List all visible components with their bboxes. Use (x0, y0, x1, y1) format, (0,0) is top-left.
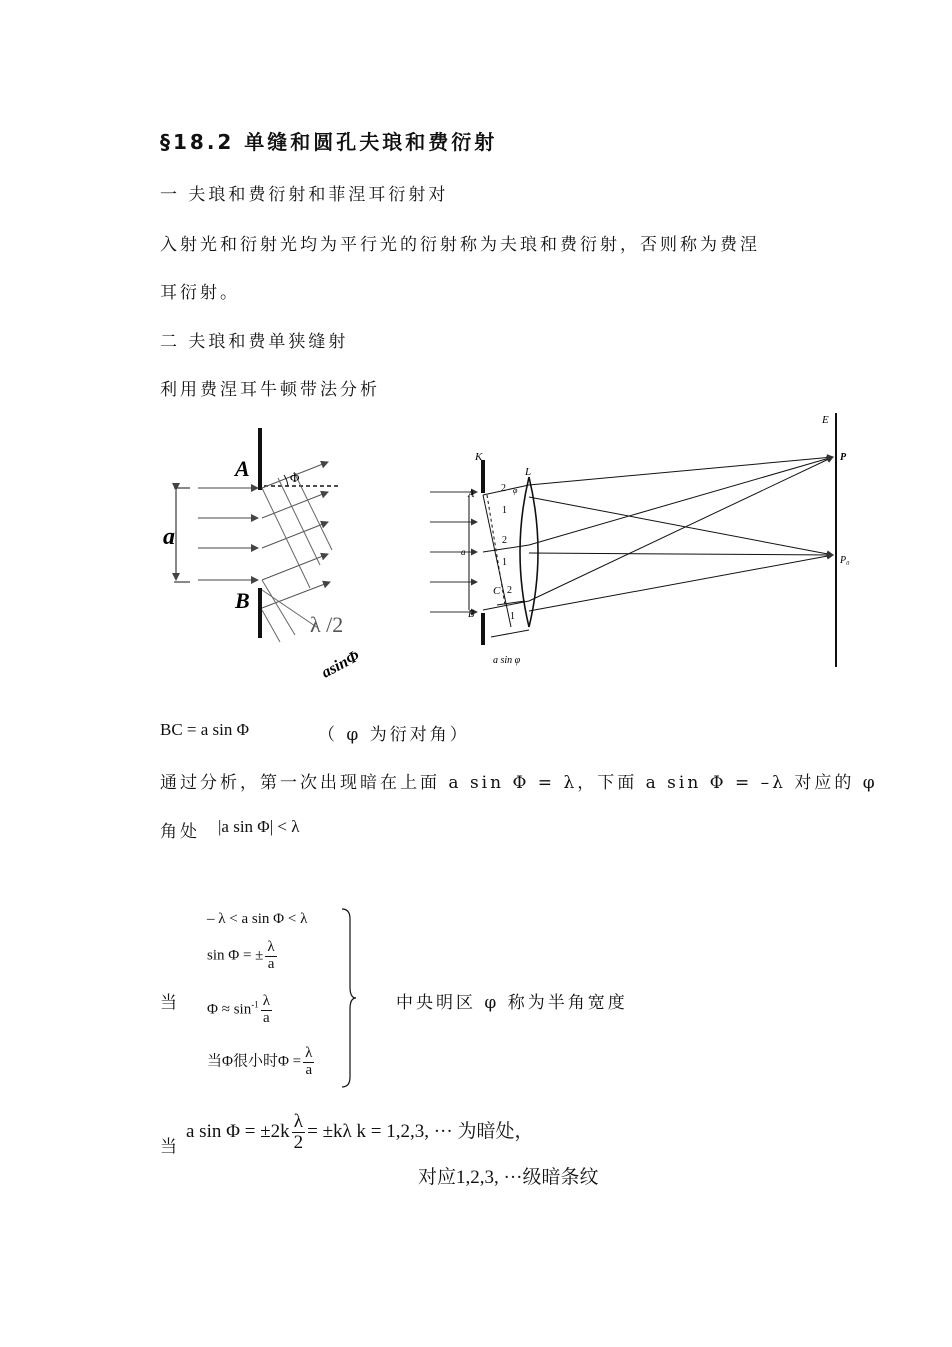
label-K: K (475, 451, 483, 463)
right-brace (340, 907, 360, 1089)
single-slit-zone-diagram (160, 420, 390, 685)
label-B2: B (468, 609, 475, 620)
paragraph-line-1: 入射光和衍射光均为平行光的衍射称为夫琅和费衍射，否则称为费涅 (160, 235, 760, 255)
label-a: a (163, 524, 175, 550)
label-2c: 2 (507, 585, 512, 596)
label-2a: 2 (501, 483, 506, 494)
analysis-line-2-prefix: 角处 (160, 822, 200, 842)
label-1a: 1 (502, 505, 507, 516)
condition-1: – λ < a sin Φ < λ (207, 911, 308, 927)
label-half-lambda: λ /2 (310, 612, 344, 637)
label-a2: a (461, 547, 466, 557)
label-asin: asinΦ (318, 647, 363, 682)
label-P0: P₀ (840, 555, 850, 566)
label-1c: 1 (510, 611, 515, 622)
when-label-2: 当 (160, 1137, 180, 1157)
central-bright-note: 中央明区 φ 称为半角宽度 (396, 993, 628, 1013)
lens (520, 477, 538, 627)
section-heading-2: 二 夫琅和费单狭缝射 (160, 332, 349, 352)
label-C: C (493, 585, 501, 597)
when-label: 当 (160, 993, 180, 1013)
bc-note: （ φ 为衍对角） (318, 725, 470, 745)
condition-3: $\Phi \approx \sin^{-1}$ $\frac{\lambda}{a}$ (207, 993, 270, 1026)
dark-fringe-equation: a sin Φ = ±2k $\frac{\lambda}{2}$ = ±kλ k = 1,2,3, ··· 为暗处， (186, 1111, 534, 1153)
method-line: 利用费涅耳牛顿带法分析 (160, 380, 380, 400)
label-2b: 2 (502, 535, 507, 546)
section-title: §18.2 单缝和圆孔夫琅和费衍射 (160, 130, 498, 154)
condition-4: 当Φ很小时Φ = $\frac{\lambda}{a}$ (207, 1045, 313, 1078)
label-L: L (525, 466, 532, 478)
bc-equation: BC = a sin Φ (160, 720, 250, 739)
dark-fringe-order: 对应1,2,3, ···级暗条纹 (418, 1167, 599, 1188)
analysis-inequality: |a sin Φ| < λ (218, 817, 300, 836)
condition-2: sin Φ = ± $\frac{\lambda}{a}$ (207, 939, 275, 972)
label-A2: A (468, 489, 475, 500)
label-E: E (822, 414, 829, 426)
label-P: P (840, 452, 847, 463)
label-phi2: φ (513, 486, 518, 495)
label-asin2: a sin φ (493, 655, 521, 666)
section-heading-1: 一 夫琅和费衍射和菲涅耳衍射对 (160, 185, 449, 205)
label-B: B (235, 588, 250, 613)
paragraph-line-2: 耳衍射。 (160, 283, 240, 303)
lens-diffraction-diagram (425, 405, 855, 675)
label-1b: 1 (502, 557, 507, 568)
analysis-line-1: 通过分析，第一次出现暗在上面 a sin Φ = λ，下面 a sin Φ = –λ 对应的 φ (160, 773, 878, 793)
label-phi: Φ (290, 470, 300, 485)
label-A: A (235, 456, 250, 481)
